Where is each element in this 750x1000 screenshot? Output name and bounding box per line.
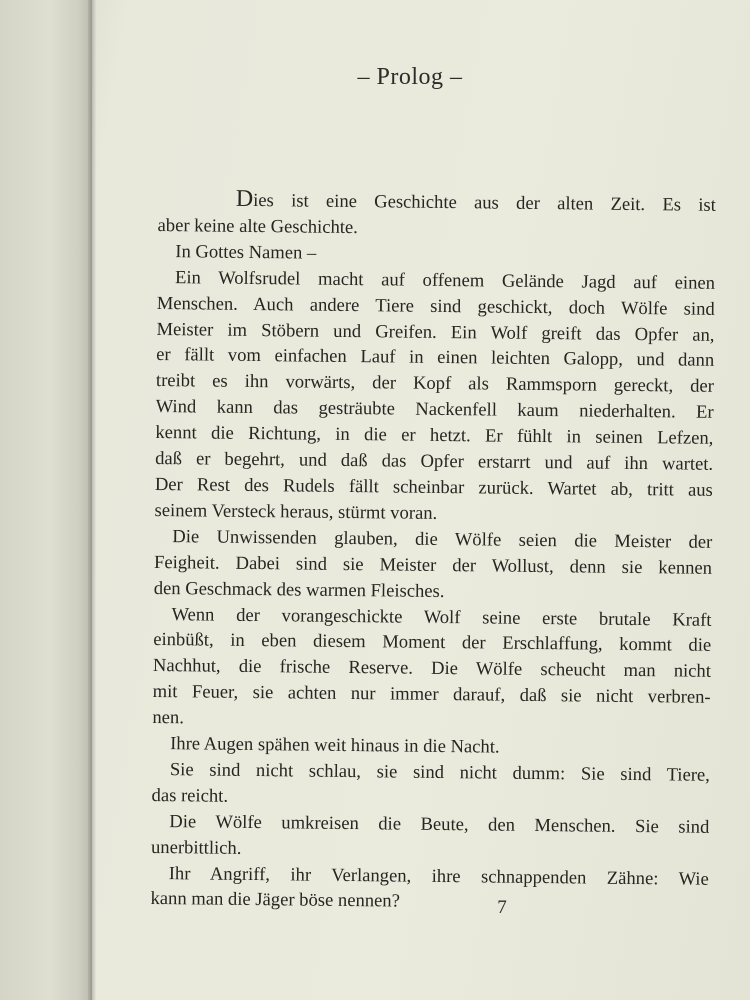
text-line: einbüßt, in eben diesem Moment der Erschlaffung, kommt die	[153, 629, 712, 657]
left-page-gutter	[0, 0, 92, 1000]
text-line: das reicht.	[151, 784, 229, 807]
text-line: In Gottes Namen –	[175, 240, 317, 264]
text-line: Menschen. Auch andere Tiere sind geschickt, doch Wölfe sind	[156, 292, 715, 320]
text-line: treibt es ihn vorwärts, der Kopf als Rammsporn gereckt, der	[155, 370, 715, 398]
text-line: Sie sind nicht schlau, sie sind nicht dumm: Sie sind Tiere,	[169, 759, 710, 786]
text-line: aber keine alte Geschichte.	[157, 214, 358, 239]
text-line: nen.	[152, 707, 185, 729]
text-line: Feigheit. Dabei sind sie Meister der Wollust, denn sie kennen	[153, 551, 713, 579]
text-line: Ihr Angriff, ihr Verlangen, ihre schnappenden Zähne: Wie	[168, 862, 709, 890]
text-line: Ihre Augen spähen weit hinaus in die Nacht.	[170, 733, 500, 758]
text-line: Meister im Stöbern und Greifen. Ein Wolf greift das Opfer an,	[156, 318, 715, 346]
book-fold-shadow	[88, 0, 96, 1000]
text-line: Der Rest des Rudels fällt scheinbar zurück. Wartet ab, tritt aus	[154, 473, 713, 501]
text-line: kann man die Jäger böse nennen?	[150, 888, 401, 913]
text-line: seinem Versteck heraus, stürmt voran.	[154, 499, 438, 524]
page-number: 7	[497, 897, 507, 918]
text-line: kennt die Richtung, in die er hetzt. Er fühlt in seinen Lefzen,	[155, 422, 714, 449]
line-rest: ies ist eine Geschichte aus der alten Zeit. Es ist	[253, 189, 716, 216]
book-page	[100, 0, 750, 1000]
text-line: Die Unwissenden glauben, die Wölfe seien die Meister der	[172, 525, 713, 553]
text-line: den Geschmack des warmen Fleisches.	[153, 577, 445, 602]
text-line: Wind kann das gesträubte Nackenfell kaum niederhalten. Er	[155, 396, 714, 424]
text-line: Die Wölfe umkreisen die Beute, den Menschen. Sie sind	[169, 810, 710, 838]
body-text	[150, 186, 716, 918]
text-line: mit Feuer, sie achten nur immer darauf, daß sie nicht verbren-	[152, 681, 711, 709]
chapter-heading: – Prolog –	[357, 64, 463, 90]
text-line: Ein Wolfsrudel macht auf offenem Gelände Jagd auf einen	[174, 266, 716, 294]
text-line: Nachhut, die frische Reserve. Die Wölfe scheucht man nicht	[152, 655, 712, 683]
text-line: daß er begehrt, und daß das Opfer erstarrt und auf ihn wartet.	[155, 448, 714, 475]
text-line: Wenn der vorangeschickte Wolf seine erste brutale Kraft	[171, 603, 712, 631]
text-line: er fällt vom einfachen Lauf in einen leichten Galopp, und dann	[156, 344, 715, 372]
text-line: unerbittlich.	[150, 836, 242, 859]
drop-cap: D	[235, 185, 254, 212]
